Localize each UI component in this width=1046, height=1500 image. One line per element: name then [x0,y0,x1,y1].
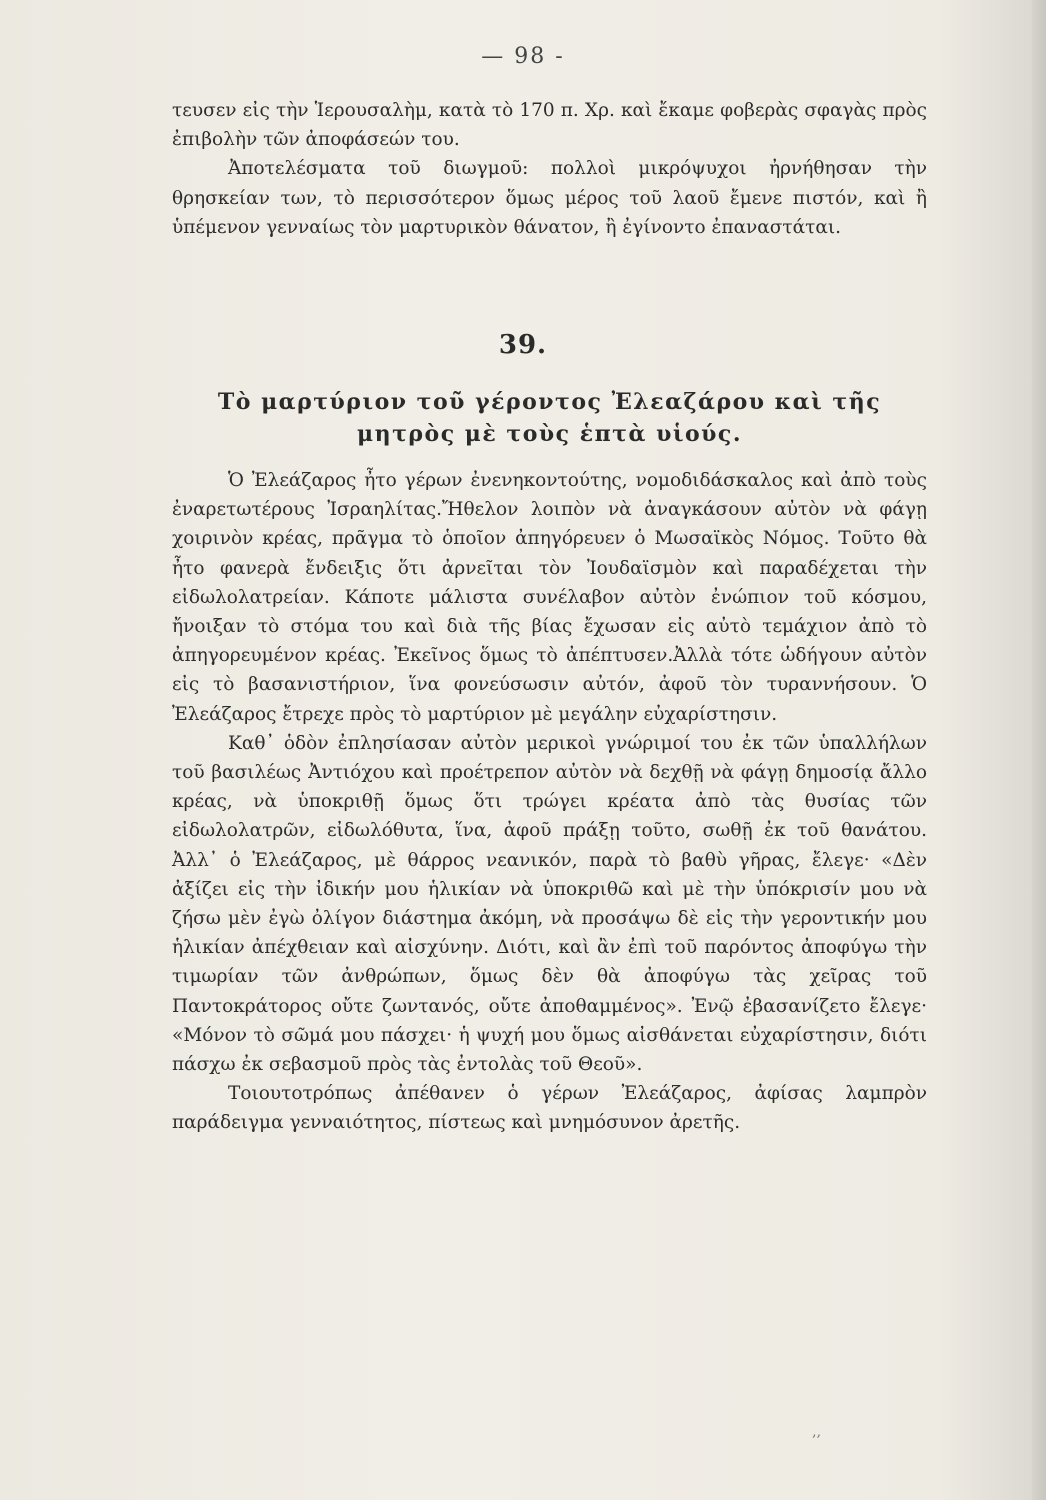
section-body [172,466,927,1138]
section-title: Τὸ μαρτύριον τοῦ γέροντος Ἐλεαζάρου καὶ τῆς μητρὸς μὲ τοὺς ἑπτὰ υἱούς. [217,389,882,447]
body-paragraph-2: Καθ᾽ ὁδὸν ἐπλησίασαν αὐτὸν μερικοὶ γνώριμοί του ἐκ τῶν ὑπαλλήλων τοῦ βασιλέως Ἀντιόχου καὶ προέτρεπον αὐτὸν νὰ δεχθῇ νὰ φάγῃ δημοσίᾳ ἄλλο κρέας, νὰ ὑποκριθῇ ὅμως ὅτι τρώγει κρέατα ἀπὸ τὰς θυσίας τῶν εἰδωλολατρῶν, εἰδωλόθυτα, ἵνα, ἀφοῦ πράξῃ τοῦτο, σωθῇ ἐκ τοῦ θανάτου. Ἀλλ᾽ ὁ Ἐλεάζαρος, μὲ θάρρος νεανικόν, παρὰ τὸ βαθὺ γῆρας, ἔλεγε· «Δὲν ἀξίζει εἰς τὴν ἰδικήν μου ἡλικίαν νὰ ὑποκριθῶ καὶ μὲ τὴν ὑπόκρισίν μου νὰ ζήσω μὲν ἐγὼ ὀλίγον διάστημα ἀκόμη, νὰ προσάψω δὲ εἰς τὴν γεροντικήν μου ἡλικίαν ἀπέχθειαν καὶ αἰσχύνην. Διότι, καὶ ἂν ἐπὶ τοῦ παρόντος ἀποφύγω τὴν τιμωρίαν τῶν ἀνθρώπων, ὅμως δὲν θὰ ἀποφύγω τὰς χεῖρας τοῦ Παντοκράτορος οὔτε ζωντανός, οὔτε ἀποθαμμένος». Ἐνῷ ἐβασανίζετο ἔλεγε· «Μόνον τὸ σῶμά μου πάσχει· ἡ ψυχή μου ὅμως αἰσθάνεται εὐχαρίστησιν, διότι πάσχω ἐκ σεβασμοῦ πρὸς τὰς ἐντολὰς τοῦ Θεοῦ». [172,732,927,1076]
section-number: 39. [498,330,548,360]
body-paragraph-3: Τοιουτοτρόπως ἀπέθανεν ὁ γέρων Ἐλεάζαρος, ἀφίσας λαμπρὸν παράδειγμα γενναιότητος, πίστεως καὶ μνημόσυνον ἀρετῆς. [172,1083,927,1134]
intro-paragraph-1: τευσεν εἰς τὴν Ἱερουσαλὴμ, κατὰ τὸ 170 π. Χρ. καὶ ἔκαμε φοβερὰς σφαγὰς πρὸς ἐπιβολὴν τῶν ἀποφάσεών του. [172,100,927,151]
intro-paragraph-2: Ἀποτελέσματα τοῦ διωγμοῦ: πολλοὶ μικρόψυχοι ἠρνήθησαν τὴν θρησκείαν των, τὸ περισσότερον ὅμως μέρος τοῦ λαοῦ ἔμενε πιστόν, καὶ ἢ ὑπέμενον γενναίως τὸν μαρτυρικὸν θάνατον, ἢ ἐγίνοντο ἐπαναστάται. [172,158,927,238]
page-number: — 98 - [481,44,565,69]
intro-text [172,96,927,242]
footer-mark: ‚‚ [812,1424,821,1440]
page-edge [1032,0,1046,1500]
body-paragraph-1: Ὁ Ἐλεάζαρος ἦτο γέρων ἐνενηκοντούτης, νομοδιδάσκαλος καὶ ἀπὸ τοὺς ἐναρετωτέρους Ἰσραηλίτας.Ἤθελον λοιπὸν νὰ ἀναγκάσουν αὐτὸν νὰ φάγῃ χοιρινὸν κρέας, πρᾶγμα τὸ ὁποῖον ἀπηγόρευεν ὁ Μωσαϊκὸς Νόμος. Τοῦτο θὰ ἦτο φανερὰ ἔνδειξις ὅτι ἀρνεῖται τὸν Ἰουδαϊσμὸν καὶ παραδέχεται τὴν εἰδωλολατρείαν. Κάποτε μάλιστα συνέλαβον αὐτὸν ἐνώπιον τοῦ κόσμου, ἤνοιξαν τὸ στόμα του καὶ διὰ τῆς βίας ἔχωσαν εἰς αὐτὸ τεμάχιον ἀπὸ τὸ ἀπηγορευμένον κρέας. Ἐκεῖνος ὅμως τὸ ἀπέπτυσεν.Ἀλλὰ τότε ὡδήγουν αὐτὸν εἰς τὸ βασανιστήριον, ἵνα φονεύσωσιν αὐτόν, ἀφοῦ τὸν τυραννήσουν. Ὁ Ἐλεάζαρος ἔτρεχε πρὸς τὸ μαρτύριον μὲ μεγάλην εὐχαρίστησιν. [172,470,927,725]
